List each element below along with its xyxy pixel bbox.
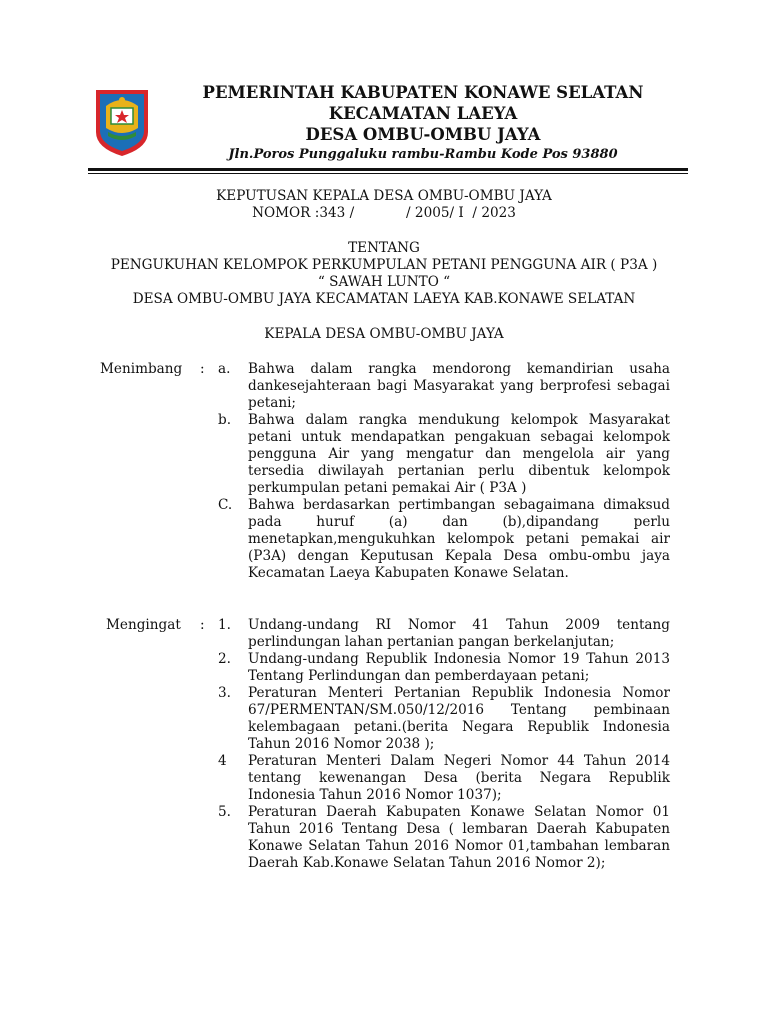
list-item [100,685,670,753]
item-marker: a. [218,361,231,377]
item-text: Undang-undang RI Nomor 41 Tahun 2009 tentang perlindungan lahan pertanian pangan berkelanjutan; [248,617,670,650]
list-item [100,617,670,651]
list-item [100,497,670,582]
government-name: PEMERINTAH KABUPATEN KONAWE SELATAN [202,83,644,102]
menimbang-label: Menimbang [100,361,183,377]
item-text: Bahwa dalam rangka mendorong kemandirian usaha dankesejahteraan bagi Masyarakat yang berprofesi sebagai petani; [248,361,670,411]
item-text: Bahwa berdasarkan pertimbangan sebagaimana dimaksud pada huruf (a) dan (b),dipandang perlu menetapkan,mengukuhkan kelompok petani pemakai air (P3A) dengan Keputusan Kepala Desa ombu-ombu jaya Kecamatan Laeya Kabupaten Konawe Selatan. [248,497,670,581]
letterhead-divider-thin [88,173,688,174]
item-marker: 2. [218,651,231,667]
menimbang-colon: : [200,361,205,377]
decree-title: KEPUTUSAN KEPALA DESA OMBU-OMBU JAYA [216,188,552,204]
list-item [100,753,670,804]
authority-title: KEPALA DESA OMBU-OMBU JAYA [264,326,504,342]
subject-line-3: DESA OMBU-OMBU JAYA KECAMATAN LAEYA KAB.KONAWE SELATAN [132,291,636,307]
decree-subject [80,240,688,308]
list-item [100,412,670,497]
item-marker: b. [218,412,232,428]
subject-line-1: PENGUKUHAN KELOMPOK PERKUMPULAN PETANI PENGGUNA AIR ( P3A ) [110,257,658,273]
village-name: DESA OMBU-OMBU JAYA [305,125,541,144]
item-text: Undang-undang Republik Indonesia Nomor 19 Tahun 2013 Tentang Perlindungan dan pemberdayaan petani; [248,651,670,684]
list-item [100,651,670,685]
list-item [100,804,670,872]
subject-line-2: “ SAWAH LUNTO “ [317,274,451,290]
district-name: KECAMATAN LAEYA [328,104,518,123]
item-text: Peraturan Menteri Dalam Negeri Nomor 44 Tahun 2014 tentang kewenangan Desa (berita Negara Republik Indonesia Tahun 2016 Nomor 1037); [248,753,670,803]
subject-tentang: TENTANG [348,240,420,256]
mengingat-label: Mengingat [106,617,181,633]
decree-heading [80,188,688,222]
mengingat-section [100,617,670,872]
menimbang-section [100,361,670,582]
regency-crest-icon [92,86,152,158]
list-item [100,361,670,412]
authority-heading [80,326,688,343]
mengingat-colon: : [200,617,205,633]
item-text: Peraturan Daerah Kabupaten Konawe Selatan Nomor 01 Tahun 2016 Tentang Desa ( lembaran Daerah Kabupaten Konawe Selatan Tahun 2016 Nomor 01,tambahan lembaran Daerah Kab.Konawe Selatan Tahun 2016 Nomor 2); [248,804,670,871]
item-marker: 1. [218,617,231,633]
item-marker: 4 [218,753,227,769]
letterhead [88,82,688,172]
item-text: Bahwa dalam rangka mendukung kelompok Masyarakat petani untuk mendapatkan pengakuan sebagai kelompok pengguna Air yang mengatur dan mengelola air yang tersedia diwilayah pertanian perlu dibentuk kelompok perkumpulan petani pemakai Air ( P3A ) [248,412,670,496]
decree-number: NOMOR :343 / / 2005/ I / 2023 [252,205,516,221]
village-address: Jln.Poros Punggaluku rambu-Rambu Kode Pos 93880 [228,147,618,162]
item-text: Peraturan Menteri Pertanian Republik Indonesia Nomor 67/PERMENTAN/SM.050/12/2016 Tentang pembinaan kelembagaan petani.(berita Negara Republik Indonesia Tahun 2016 Nomor 2038 ); [248,685,670,752]
item-marker: 3. [218,685,231,701]
item-marker: 5. [218,804,231,820]
letterhead-divider-thick [88,168,688,171]
item-marker: C. [218,497,233,513]
